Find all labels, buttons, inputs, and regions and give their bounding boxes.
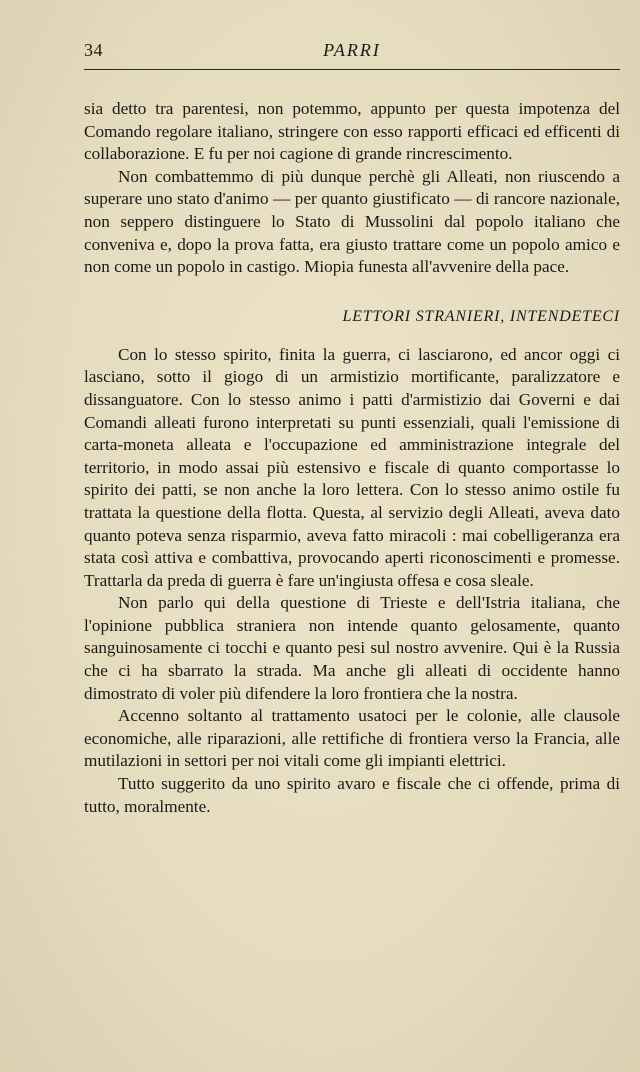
paragraph-2: Non combattemmo di più dunque perchè gli Alleati, non riuscendo a superare uno stato d'animo — per quanto giustificato — di rancore nazionale, non seppero distinguere lo Stato di Mussolini dal popolo italiano che conveniva e, dopo la prova fatta, era giusto trattare come un popolo amico e non come un popolo in castigo. Miopia funesta all'avvenire della pace. xyxy=(84,166,620,277)
section-title: LETTORI STRANIERI, INTENDETECI xyxy=(342,307,620,325)
body-text xyxy=(84,98,620,818)
running-head: PARRI xyxy=(323,40,381,60)
paragraph-6: Tutto suggerito da uno spirito avaro e fiscale che ci offende, prima di tutto, moralmente. xyxy=(84,774,620,816)
paragraph-5: Accenno soltanto al trattamento usatoci per le colonie, alle clausole economiche, alle riparazioni, alle rettifiche di frontiera verso la Francia, alle mutilazioni in settori per noi vitali come gli impianti elettrici. xyxy=(84,706,620,771)
paragraph-3: Con lo stesso spirito, finita la guerra, ci lasciarono, ed ancor oggi ci lasciano, sotto il giogo di un armistizio mortificante, paralizzatore e dissanguatore. Con lo stesso animo i patti d'armistizio dai Governi e dai Comandi alleati furono interpretati su punti essenziali, quali l'emissione di carta-moneta alleata e l'occupazione ed amministrazione integrale del territorio, in modo assai più estensivo e fiscale di quanto comportasse lo spirito dei patti, se non anche la loro lettera. Con lo stesso animo ostile fu trattata la questione della flotta. Questa, al servizio degli Alleati, aveva dato quanto poteva senza risparmio, aveva fatto miracoli : mai cobelligeranza era stata così attiva e combattiva, provocando aperti riconoscimenti e promesse. Trattarla da preda di guerra è fare un'ingiusta offesa e cosa sleale. xyxy=(84,344,620,590)
header-rule xyxy=(84,69,620,70)
page-header xyxy=(84,36,620,70)
paragraph-1: sia detto tra parentesi, non potemmo, appunto per questa impotenza del Comando regolare italiano, stringere con esso rapporti efficaci ed efficenti di collaborazione. E fu per noi cagione di grande rincrescimento. xyxy=(84,99,620,164)
page-number: 34 xyxy=(84,40,103,60)
paragraph-4: Non parlo qui della questione di Trieste e dell'Istria italiana, che l'opinione pubblica straniera non intende quanto gelosamente, quanto sanguinosamente ci tocchi e quanto pesi sul nostro avvenire. Qui è la Russia che ci ha sbarrato la strada. Ma anche gli alleati di occidente hanno dimostrato di voler più difendere la loro frontiera che la nostra. xyxy=(84,593,620,703)
